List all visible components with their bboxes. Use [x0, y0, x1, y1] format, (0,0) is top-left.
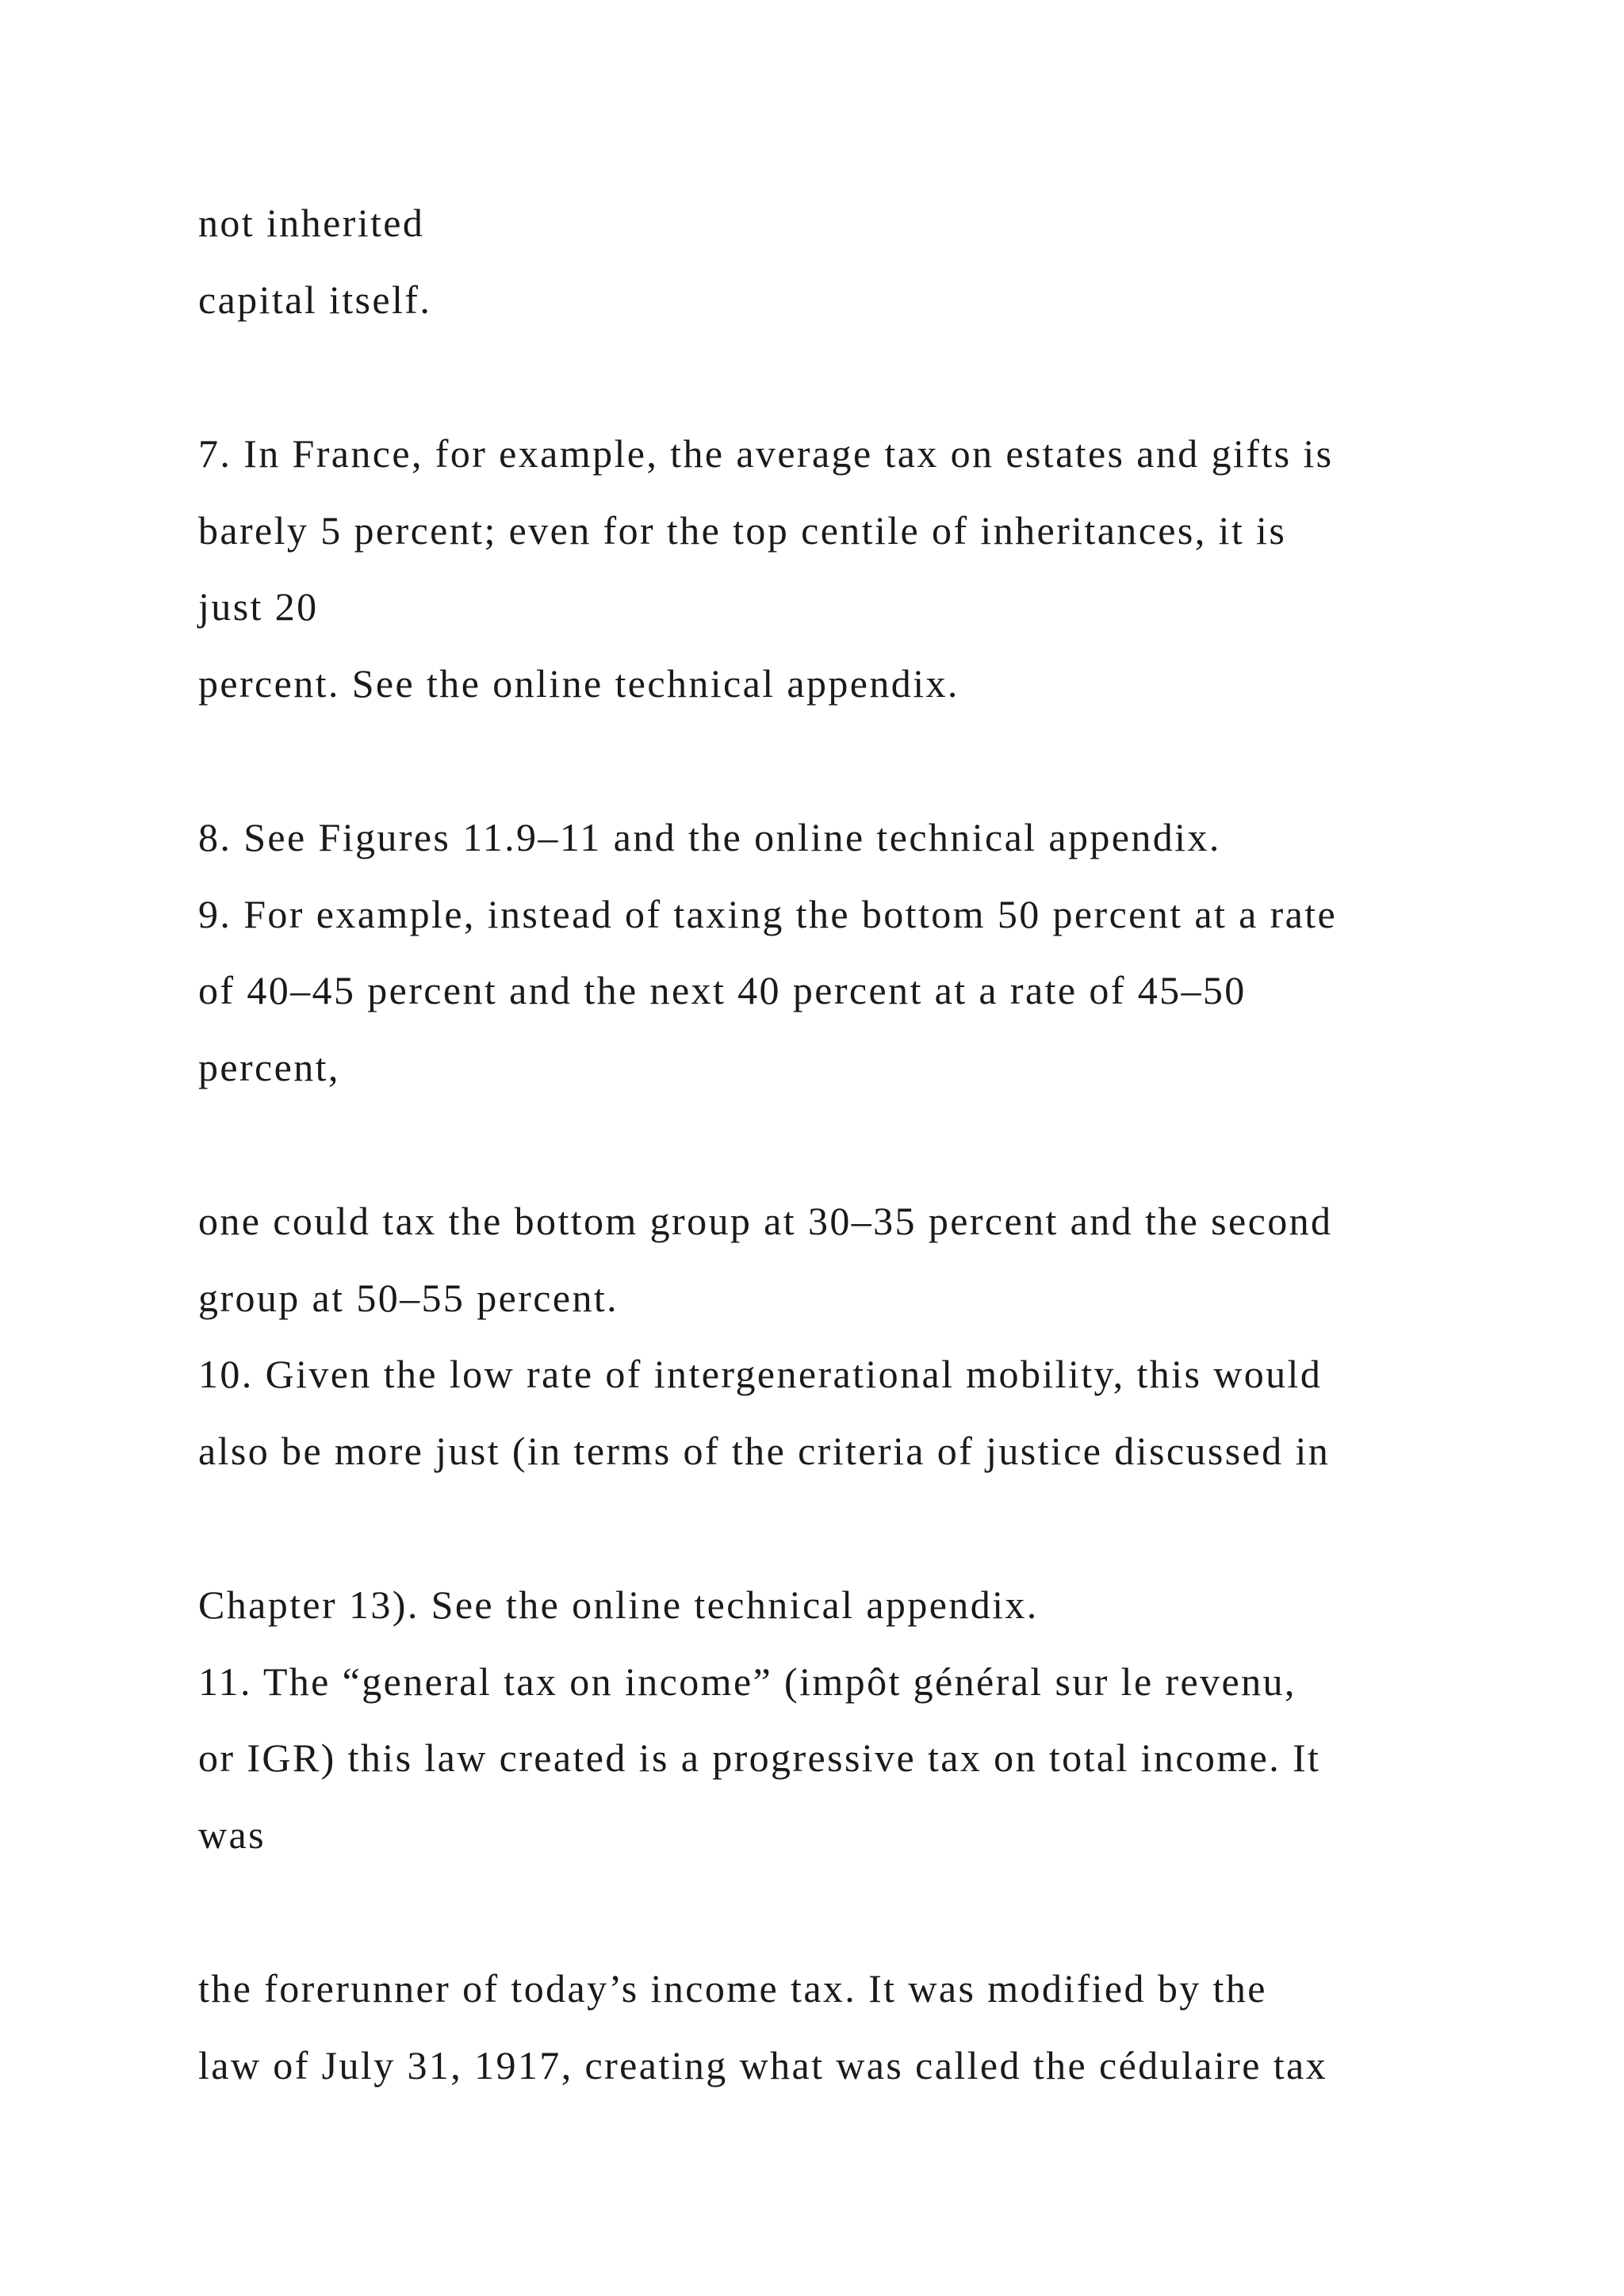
text-line: not inherited	[198, 201, 425, 245]
text-line: was	[198, 1812, 266, 1857]
text-line: just 20	[198, 584, 319, 629]
text-line: one could tax the bottom group at 30–35 percent and the second	[198, 1199, 1333, 1243]
text-line: Chapter 13). See the online technical appendix.	[198, 1582, 1039, 1627]
text-line: of 40–45 percent and the next 40 percent at a rate of 45–50	[198, 968, 1247, 1012]
text-line: percent. See the online technical appendix.	[198, 661, 959, 706]
text-line: the forerunner of today’s income tax. It was modified by the	[198, 1966, 1267, 2011]
text-line: capital itself.	[198, 277, 432, 322]
text-line: barely 5 percent; even for the top centile of inheritances, it is	[198, 508, 1287, 553]
text-line: group at 50–55 percent.	[198, 1276, 619, 1320]
text-line: 8. See Figures 11.9–11 and the online technical appendix.	[198, 815, 1221, 859]
text-line: 7. In France, for example, the average tax on estates and gifts is	[198, 431, 1334, 476]
text-line: 10. Given the low rate of intergenerational mobility, this would	[198, 1352, 1323, 1396]
text-line: also be more just (in terms of the criteria of justice discussed in	[198, 1429, 1331, 1473]
text-line: 11. The “general tax on income” (impôt général sur le revenu,	[198, 1659, 1297, 1704]
text-line: or IGR) this law created is a progressive tax on total income. It	[198, 1735, 1321, 1780]
text-line: percent,	[198, 1045, 340, 1089]
text-line: 9. For example, instead of taxing the bottom 50 percent at a rate	[198, 892, 1338, 936]
text-line: law of July 31, 1917, creating what was called the cédulaire tax	[198, 2043, 1327, 2087]
